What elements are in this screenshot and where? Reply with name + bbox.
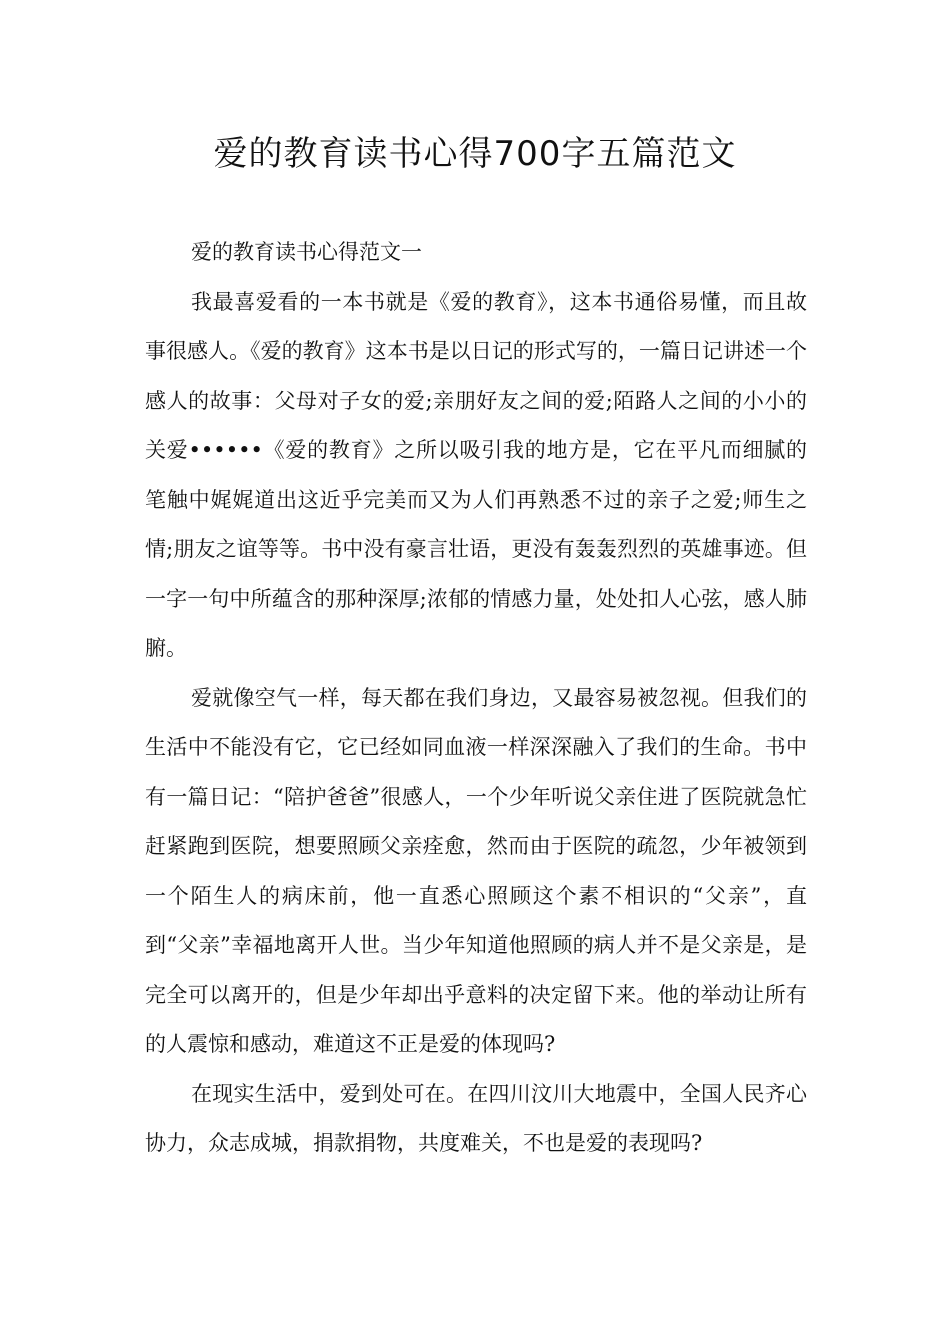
document-body [145,228,807,1169]
paragraph: 爱就像空气一样，每天都在我们身边，又最容易被忽视。但我们的生活中不能没有它，它已经如同血液一样深深融入了我们的生命。书中有一篇日记：“陪护爸爸”很感人，一个少年听说父亲住进了医院就急忙赶紧跑到医院，想要照顾父亲痊愈，然而由于医院的疏忽，少年被领到一个陌生人的病床前，他一直悉心照顾这个素不相识的“父亲”，直到“父亲”幸福地离开人世。当少年知道他照顾的病人并不是父亲是，是完全可以离开的，但是少年却出乎意料的决定留下来。他的举动让所有的人震惊和感动，难道这不正是爱的体现吗? [145,685,807,1056]
paragraph: 在现实生活中，爱到处可在。在四川汶川大地震中，全国人民齐心协力，众志成城，捐款捐物，共度难关，不也是爱的表现吗? [145,1081,807,1155]
document-title: 爱的教育读书心得700字五篇范文 [213,134,737,174]
paragraph: 我最喜爱看的一本书就是《爱的教育》，这本书通俗易懂，而且故事很感人。《爱的教育》这本书是以日记的形式写的，一篇日记讲述一个感人的故事：父母对子女的爱;亲朋好友之间的爱;陌路人之间的小小的关爱••••••《爱的教育》之所以吸引我的地方是，它在平凡而细腻的笔触中娓娓道出这近乎完美而又为人们再熟悉不过的亲子之爱;师生之情;朋友之谊等等。书中没有豪言壮语，更没有轰轰烈烈的英雄事迹。但一字一句中所蕴含的那种深厚;浓郁的情感力量，处处扣人心弦，感人肺腑。 [145,289,807,660]
section-heading: 爱的教育读书心得范文一 [191,240,422,264]
